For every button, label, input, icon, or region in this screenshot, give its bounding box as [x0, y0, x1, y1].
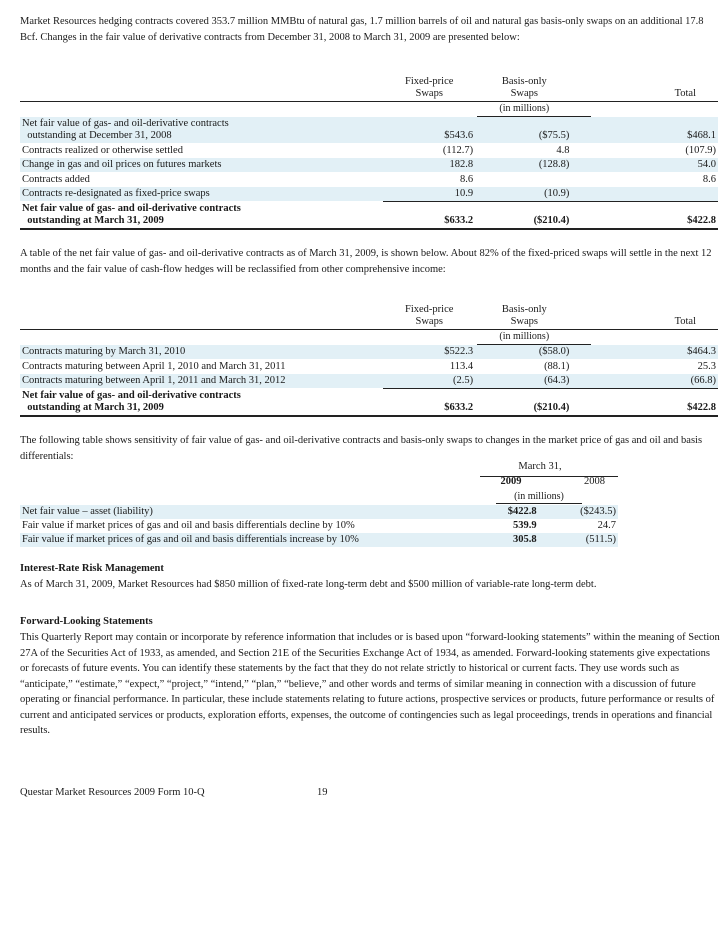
cell-basis: (10.9)	[477, 187, 591, 202]
column-header-basis-only: Basis-only Swaps	[477, 75, 591, 102]
cell-fixed: (2.5)	[383, 374, 477, 389]
cell-total: $422.8	[591, 388, 718, 416]
row-label: Fair value if market prices of gas and oil and basis differentials decline by 10%	[22, 520, 355, 531]
row-label: Net fair value of gas- and oil-derivative contracts outstanding at March 31, 2009	[20, 201, 383, 229]
row-label: Net fair value of gas- and oil-derivative contracts outstanding at December 31, 2008	[20, 117, 383, 144]
cell-2009: 539.9	[512, 520, 537, 531]
cell-2008: (511.5)	[545, 533, 618, 547]
row-label: Net fair value – asset (liability)	[20, 505, 475, 519]
row-label: Net fair value of gas- and oil-derivative contracts outstanding at March 31, 2009	[20, 388, 383, 416]
cell-fixed: $522.3	[383, 345, 477, 360]
sensitivity-paragraph: The following table shows sensitivity of fair value of gas- and oil-derivative contracts and basis-only swaps to changes in the market price of gas and oil and basis differentials:	[20, 435, 703, 462]
cell-2008: 24.7	[597, 520, 616, 531]
maturity-paragraph: A table of the net fair value of gas- and oil-derivative contracts as of March 31, 2009, is shown below. About 82% of the fixed-priced swaps will settle in the next 12 months and the fair value of cash-flow hedges will be reclassified from other comprehensive income:	[20, 248, 712, 275]
cell-basis: (64.3)	[477, 374, 591, 389]
cell-total: 8.6	[702, 173, 716, 185]
table-row	[20, 143, 718, 158]
forward-looking-heading: Forward-Looking Statements	[20, 616, 153, 627]
units-label: (in millions)	[496, 491, 582, 504]
sensitivity-table	[20, 505, 618, 547]
cell-fixed: 10.9	[383, 187, 477, 202]
cell-total: (107.9)	[685, 144, 716, 156]
table-total-row	[20, 388, 718, 416]
cell-fixed: $633.2	[383, 388, 477, 416]
cell-basis: 4.8	[556, 144, 570, 156]
cell-basis: ($58.0)	[477, 345, 591, 360]
cell-2008: ($243.5)	[545, 505, 618, 519]
table-header-row	[20, 75, 718, 102]
cell-total: $468.1	[591, 117, 718, 144]
table-total-row	[20, 201, 718, 229]
cell-basis: (88.1)	[544, 360, 570, 372]
row-label: Contracts maturing between April 1, 2011 and March 31, 2012	[20, 374, 383, 389]
fair-value-changes-table	[20, 75, 718, 230]
cell-total: $464.3	[591, 345, 718, 360]
cell-basis: ($75.5)	[477, 117, 591, 144]
cell-fixed: 113.4	[449, 360, 474, 372]
table-row	[20, 359, 718, 374]
cell-fixed: $633.2	[383, 201, 477, 229]
table-header-row	[20, 303, 718, 330]
cell-total: 54.0	[591, 158, 718, 173]
cell-fixed: $543.6	[383, 117, 477, 144]
column-header-fixed-price: Fixed-price Swaps	[383, 303, 477, 330]
cell-total: (66.8)	[591, 374, 718, 389]
cell-total	[591, 187, 718, 202]
units-row	[20, 102, 718, 117]
table-row	[20, 187, 718, 202]
units-row	[20, 330, 718, 345]
cell-basis	[477, 172, 591, 187]
table-row	[20, 374, 718, 389]
table-row	[20, 117, 718, 144]
cell-basis: ($210.4)	[477, 201, 591, 229]
cell-2009: $422.8	[475, 505, 544, 519]
column-header-basis-only: Basis-only Swaps	[477, 303, 591, 330]
cell-fixed: 8.6	[460, 173, 474, 185]
units-label: (in millions)	[477, 102, 591, 117]
page-number: 19	[317, 787, 328, 798]
table-row	[20, 158, 718, 173]
row-label: Contracts re-designated as fixed-price swaps	[20, 187, 383, 202]
column-header-total: Total	[591, 75, 718, 102]
cell-fixed: (112.7)	[442, 144, 474, 156]
footer-report-title: Questar Market Resources 2009 Form 10-Q	[20, 787, 205, 798]
cell-total: 25.3	[697, 360, 716, 372]
row-label: Contracts maturing by March 31, 2010	[20, 345, 383, 360]
row-label: Contracts realized or otherwise settled	[22, 144, 183, 156]
cell-basis: (128.8)	[477, 158, 591, 173]
table-row	[20, 519, 618, 533]
interest-rate-paragraph: As of March 31, 2009, Market Resources had $850 million of fixed-rate long-term debt and $500 million of variable-rate long-term debt.	[20, 579, 597, 590]
table-row	[20, 533, 618, 547]
intro-paragraph: Market Resources hedging contracts covered 353.7 million MMBtu of natural gas, 1.7 million barrels of oil and natural gas basis-only swaps on an additional 17.8 Bcf. Changes in the fair value of derivative contracts from December 31, 2008 to March 31, 2009 are presented below:	[20, 16, 704, 43]
table-row	[20, 172, 718, 187]
column-header-2009: 2009	[500, 476, 522, 487]
cell-2009: 305.8	[475, 533, 544, 547]
column-header-2008: 2008	[584, 476, 605, 487]
units-label: (in millions)	[477, 330, 591, 345]
column-header-fixed-price: Fixed-price Swaps	[383, 75, 477, 102]
row-label: Contracts added	[22, 173, 90, 185]
interest-rate-heading: Interest-Rate Risk Management	[20, 563, 164, 574]
table-row	[20, 505, 618, 519]
row-label: Contracts maturing between April 1, 2010 and March 31, 2011	[22, 360, 286, 372]
table-row	[20, 345, 718, 360]
forward-looking-paragraph: This Quarterly Report may contain or incorporate by reference information that includes or is based upon “forward-looking statements” within the meaning of Section 27A of the Securities Act of 1933, as amended, and Section 21E of the Securities Exchange Act of 1934, as amended. Forward-looking statements give expectations or forecasts of future events. You can identify these statements by the fact that they do not relate strictly to historical or current facts. They use words such as “anticipate,” “estimate,” “expect,” “project,” “intend,” “plan,” “believe,” and other words and terms of similar meaning in connection with a discussion of future operating or financial performance. In particular, these include statements relating to future actions, prospective services or products, future performance or results of current and anticipated services or products, exploration efforts, expenses, the outcome of contingencies such as legal proceedings, trends in operations and financial results.	[20, 632, 720, 736]
row-label: Fair value if market prices of gas and oil and basis differentials increase by 10%	[20, 533, 475, 547]
sensitivity-date-header: March 31,	[518, 461, 562, 472]
cell-fixed: 182.8	[383, 158, 477, 173]
maturity-table	[20, 303, 718, 417]
column-header-total: Total	[591, 303, 718, 330]
row-label: Change in gas and oil prices on futures markets	[20, 158, 383, 173]
cell-basis: ($210.4)	[477, 388, 591, 416]
cell-total: $422.8	[591, 201, 718, 229]
